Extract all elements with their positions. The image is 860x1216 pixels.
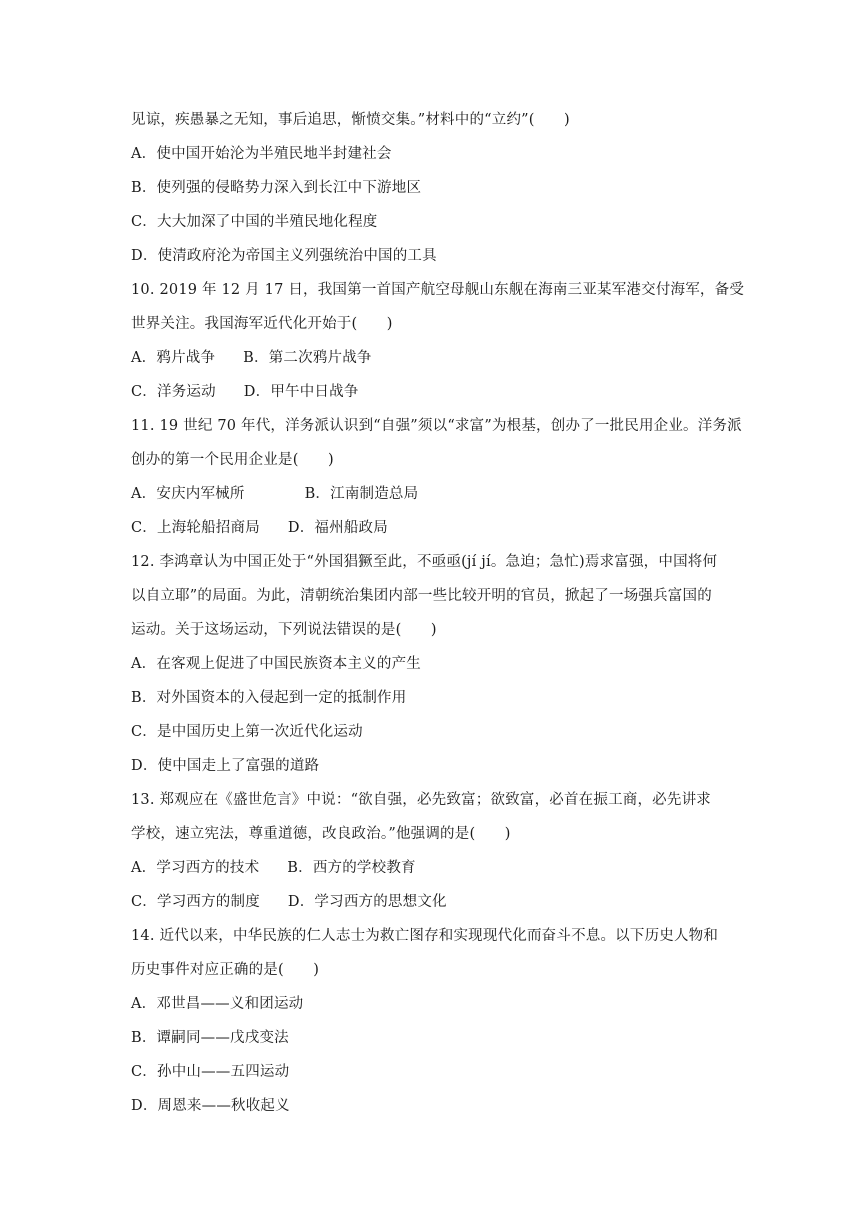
q13-options-row1 <box>131 851 731 885</box>
q13-options-row2 <box>131 885 731 919</box>
q10-options-row1 <box>131 341 731 375</box>
q12-option-c: C．是中国历史上第一次近代化运动 <box>131 724 363 740</box>
q9-stem-tail: 见谅，疾愚暴之无知，事后追思，惭愤交集。”材料中的“立约”( ) <box>131 112 570 128</box>
q12-stem-line3: 运动。关于这场运动，下列说法错误的是( ) <box>131 622 437 638</box>
q13-option-d: D．学习西方的思想文化 <box>287 894 447 910</box>
q14-option-c: C．孙中山——五四运动 <box>131 1064 290 1080</box>
q11-stem-line1: 11. 19 世纪 70 年代，洋务派认识到“自强”须以“求富”为根基，创办了一批民用企业。洋务派 <box>131 418 742 434</box>
q9-option-a: A．使中国开始沦为半殖民地半封建社会 <box>131 146 392 162</box>
q10-stem-line1: 10. 2019 年 12 月 17 日，我国第一首国产航空母舰山东舰在海南三亚某军港交付海军，备受 <box>131 282 745 298</box>
q11-option-c: C．上海轮船招商局 <box>131 520 260 536</box>
q13-stem-line2: 学校，速立宪法，尊重道德，改良政治。”他强调的是( ) <box>131 826 511 842</box>
q13-option-c: C．学习西方的制度 <box>131 894 260 910</box>
q11-option-a: A．安庆内军械所 <box>131 486 245 502</box>
q9-option-d: D．使清政府沦为帝国主义列强统治中国的工具 <box>131 248 437 264</box>
q10-options-row2 <box>131 375 731 409</box>
q12-option-d: D．使中国走上了富强的道路 <box>131 758 320 774</box>
q14-option-b: B．谭嗣同——戊戌变法 <box>131 1030 289 1046</box>
q10-option-a: A．鸦片战争 <box>131 350 216 366</box>
q14-stem-line1: 14. 近代以来，中华民族的仁人志士为救亡图存和实现现代化而奋斗不息。以下历史人物和 <box>131 928 719 944</box>
q12-option-a: A．在客观上促进了中国民族资本主义的产生 <box>131 656 421 672</box>
q11-option-d: D．福州船政局 <box>287 520 388 536</box>
q10-option-d: D．甲午中日战争 <box>243 384 359 400</box>
q10-stem-line2: 世界关注。我国海军近代化开始于( ) <box>131 316 393 332</box>
q13-option-b: B．西方的学校教育 <box>287 860 416 876</box>
q14-option-a: A．邓世昌——义和团运动 <box>131 996 304 1012</box>
q11-options-row1 <box>131 477 731 511</box>
q11-stem-line2: 创办的第一个民用企业是( ) <box>131 452 334 468</box>
document-page <box>131 103 745 1123</box>
q12-stem-line2: 以自立耶”的局面。为此，清朝统治集团内部一些比较开明的官员，掀起了一场强兵富国的 <box>131 588 712 604</box>
q14-option-d: D．周恩来——秋收起义 <box>131 1098 290 1114</box>
q10-option-c: C．洋务运动 <box>131 384 216 400</box>
q14-stem-line2: 历史事件对应正确的是( ) <box>131 962 320 978</box>
q11-options-row2 <box>131 511 731 545</box>
q10-option-b: B．第二次鸦片战争 <box>243 350 372 366</box>
q9-option-b: B．使列强的侵略势力深入到长江中下游地区 <box>131 180 422 196</box>
q9-option-c: C．大大加深了中国的半殖民地化程度 <box>131 214 378 230</box>
q13-stem-line1: 13. 郑观应在《盛世危言》中说：“欲自强，必先致富；欲致富，必首在振工商，必先讲求 <box>131 792 711 808</box>
q11-option-b: B．江南制造总局 <box>304 486 419 502</box>
q12-stem-line1: 12. 李鸿章认为中国正处于“外国猖獗至此，不亟亟(jí jí。急迫；急忙)焉求富强，中国将何 <box>131 554 718 570</box>
q12-option-b: B．对外国资本的入侵起到一定的抵制作用 <box>131 690 407 706</box>
q13-option-a: A．学习西方的技术 <box>131 860 260 876</box>
